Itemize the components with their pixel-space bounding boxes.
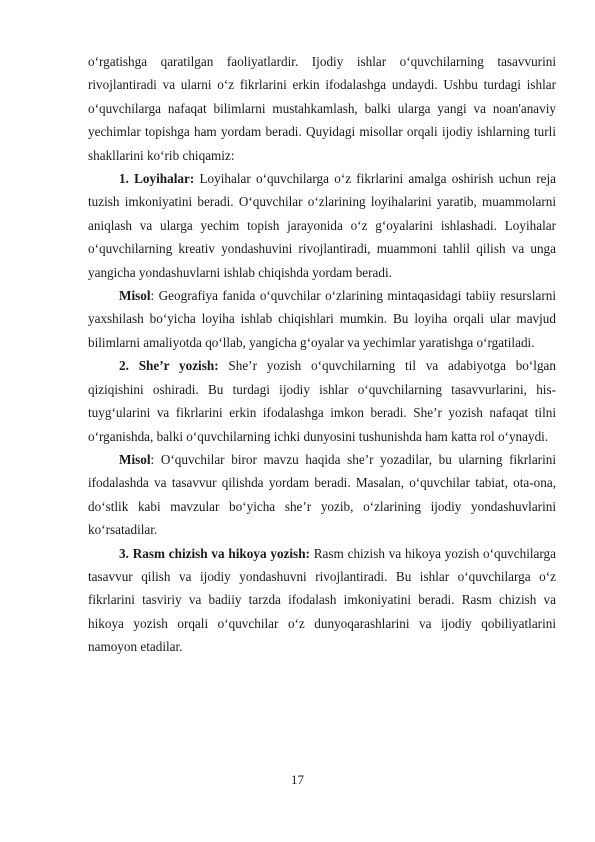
paragraph-rasm-chizish — [88, 542, 556, 659]
page-body — [88, 50, 556, 659]
paragraph-misol-geografiya — [88, 284, 556, 354]
example-label: Misol — [119, 288, 151, 304]
paragraph-loyihalar — [88, 167, 556, 284]
section-heading-sher-yozish: 2. She’r yozish: — [119, 358, 219, 374]
paragraph-text: Loyihalar o‘quvchilarga o‘z fikrlarini amalga oshirish uchun reja tuzish imkoniyatini beradi. O‘quvchilar o‘zlarining loyihalarini yaratib, muammolarni aniqlash va ularga yechim topish jarayonida o‘z g‘oyalarini ishlashadi. Loyihalar o‘quvchilarning kreativ yondashuvini rivojlantiradi, muammoni tahlil qilish va unga yangicha yondashuvlarni ishlab chiqishda yordam beradi. — [88, 171, 557, 280]
section-heading-rasm-chizish: 3. Rasm chizish va hikoya yozish: — [119, 545, 310, 561]
paragraph-intro — [88, 50, 556, 167]
paragraph-sher-yozish — [88, 354, 556, 448]
section-heading-loyihalar: 1. Loyihalar: — [119, 171, 195, 187]
page-number: 17 — [291, 772, 304, 787]
example-label: Misol — [119, 451, 151, 467]
paragraph-text: : Geografiya fanida o‘quvchilar o‘zlarining mintaqasidagi tabiiy resurslarni yaxshilash bo‘yicha loyiha ishlab chiqishlari mumkin. Bu loyiha orqali ular mavjud bilimlarni amaliyotda qo‘llab, yangicha g‘oyalar va yechimlar yaratishga o‘rgatiladi. — [88, 288, 556, 350]
paragraph-text: She’r yozish o‘quvchilarning til va adabiyotga bo‘lgan qiziqishini oshiradi. Bu turdagi ijodiy ishlar o‘quvchilarning tasavvurlarini, his-tuyg‘ularini va fikrlarini erkin ifodalashga imkon beradi. She’r yozish nafaqat tilni o‘rganishda, balki o‘quvchilarning ichki dunyosini tushunishda ham katta rol o‘ynaydi. — [88, 358, 557, 444]
paragraph-misol-sher — [88, 448, 556, 542]
paragraph-text: : O‘quvchilar biror mavzu haqida she’r yozadilar, bu ularning fikrlarini ifodalashda va tasavvur qilishda yordam beradi. Masalan, o‘quvchilar tabiat, ota-ona, do‘stlik kabi mavzular bo‘yicha she’r yozib, o‘zlarining ijodiy yondashuvlarini ko‘rsatadilar. — [88, 451, 556, 538]
paragraph-text: o‘rgatishga qaratilgan faoliyatlardir. Ijodiy ishlar o‘quvchilarning tasavvurini rivojlantiradi va ularni o‘z fikrlarini erkin ifodalashga undaydi. Ushbu turdagi ishlar o‘quvchilarga nafaqat bilimlarni mustahkamlash, balki ularga yangi va noan'anaviy yechimlar topishga ham yordam beradi. Quyidagi misollar orqali ijodiy ishlarning turli shakllarini ko‘rib chiqamiz: — [88, 54, 556, 163]
paragraph-text: Rasm chizish va hikoya yozish o‘quvchilarga tasavvur qilish va ijodiy yondashuvni rivojlantiradi. Bu ishlar o‘quvchilarga o‘z fikrlarini tasviriy va badiiy tarzda ifodalash imkoniyatini beradi. Rasm chizish va hikoya yozish orqali o‘quvchilar o‘z dunyoqarashlarini va ijodiy qobiliyatlarini namoyon etadilar. — [88, 545, 556, 655]
